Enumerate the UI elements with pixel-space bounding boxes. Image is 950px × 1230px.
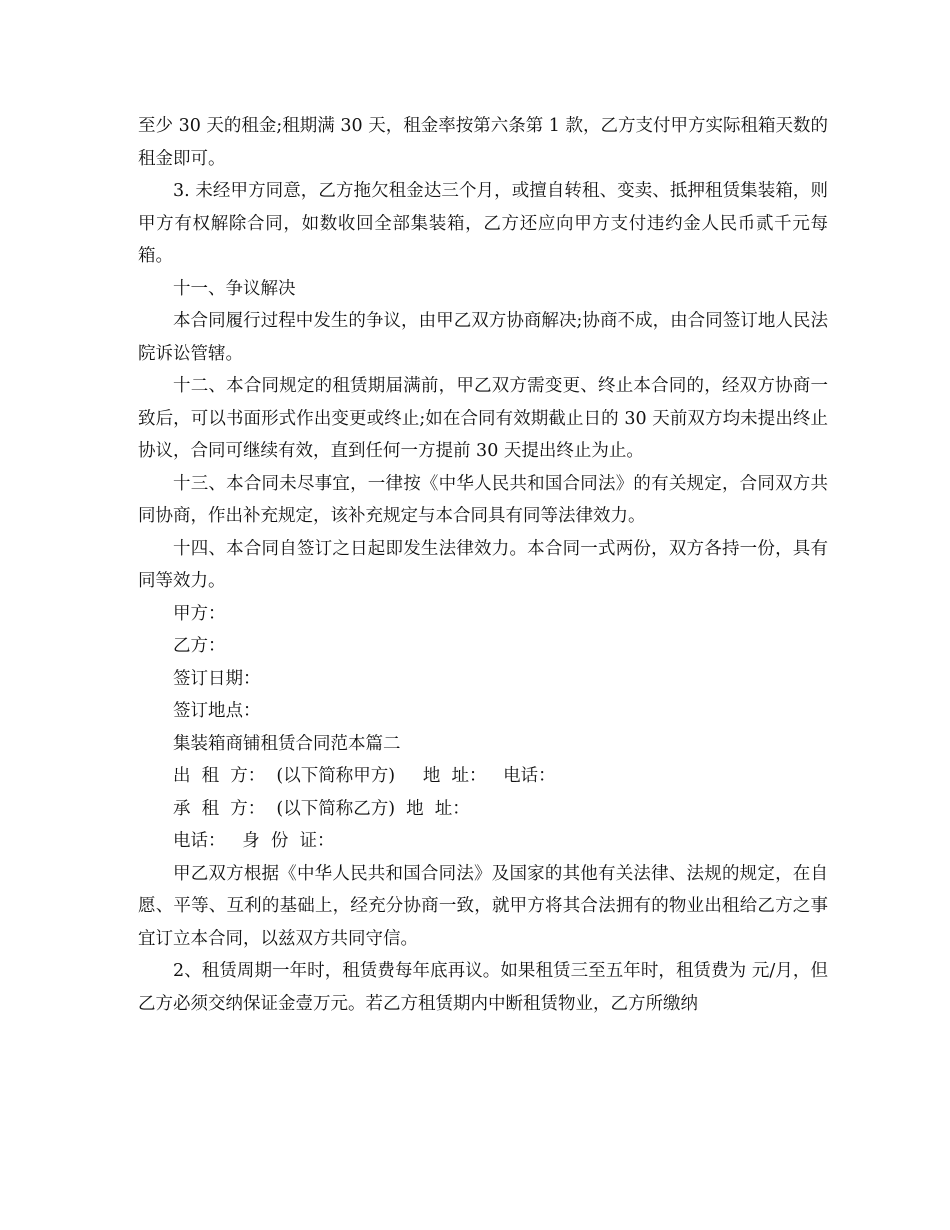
lessee-line: 承 租 方： (以下简称乙方) 地 址： bbox=[173, 798, 470, 819]
section-title: 集装箱商铺租赁合同范本篇二 bbox=[173, 733, 401, 754]
paragraph: 本合同履行过程中发生的争议，由甲乙双方协商解决;协商不成，由合同签订地人民法院诉讼管辖。 bbox=[138, 311, 828, 364]
paragraph: 2、租赁周期一年时，租赁费每年底再议。如果租赁三至五年时，租赁费为 元/月，但乙方必须交纳保证金壹万元。若乙方租赁期内中断租赁物业，乙方所缴纳 bbox=[138, 961, 828, 1014]
lessor-line: 出 租 方： (以下简称甲方) 地 址： 电话： bbox=[173, 766, 556, 786]
signing-date: 签订日期： bbox=[173, 668, 261, 689]
paragraph: 至少 30 天的租金;租期满 30 天，租金率按第六条第 1 款，乙方支付甲方实际租箱天数的租金即可。 bbox=[138, 116, 828, 169]
signature-party-b: 乙方： bbox=[173, 636, 226, 656]
paragraph: 甲乙双方根据《中华人民共和国合同法》及国家的其他有关法律、法规的规定，在自愿、平等、互利的基础上，经充分协商一致，就甲方将其合法拥有的物业出租给乙方之事宜订立本合同，以兹双方共同守信。 bbox=[138, 863, 828, 949]
paragraph: 十四、本合同自签订之日起即发生法律效力。本合同一式两份，双方各持一份，具有同等效力。 bbox=[138, 538, 828, 591]
paragraph: 3. 未经甲方同意，乙方拖欠租金达三个月，或擅自转租、变卖、抵押租赁集装箱，则甲方有权解除合同，如数收回全部集装箱，乙方还应向甲方支付违约金人民币贰千元每箱。 bbox=[138, 181, 828, 266]
signature-party-a: 甲方： bbox=[173, 603, 226, 624]
paragraph: 十三、本合同未尽事宜，一律按《中华人民共和国合同法》的有关规定，合同双方共同协商，作出补充规定，该补充规定与本合同具有同等法律效力。 bbox=[138, 473, 828, 526]
section-heading: 十一、争议解决 bbox=[173, 278, 296, 299]
signing-place: 签订地点： bbox=[173, 701, 261, 721]
paragraph: 十二、本合同规定的租赁期届满前，甲乙双方需变更、终止本合同的，经双方协商一致后，可以书面形式作出变更或终止;如在合同有效期截止日的 30 天前双方均未提出终止协议，合同可继续有效，直到任何一方提前 30 天提出终止为止。 bbox=[138, 376, 828, 461]
document-body bbox=[138, 110, 828, 1020]
phone-id-line: 电话： 身 份 证： bbox=[173, 831, 335, 851]
